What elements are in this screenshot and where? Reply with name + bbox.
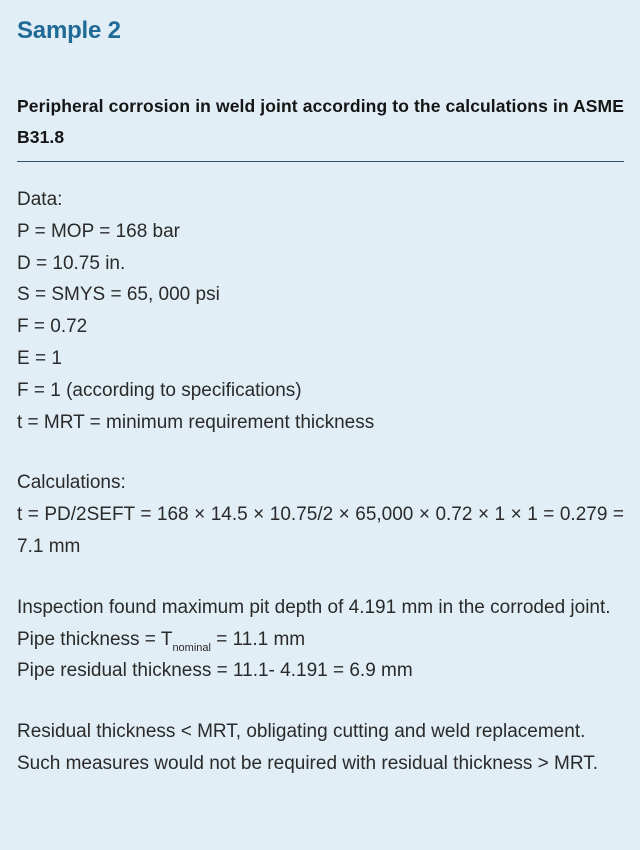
pipe-thickness-suffix: = 11.1 mm bbox=[210, 628, 306, 650]
calculations-label: Calculations: bbox=[17, 472, 126, 494]
data-line-smys: S = SMYS = 65, 000 psi bbox=[17, 284, 220, 306]
data-line-pressure: P = MOP = 168 bar bbox=[17, 220, 181, 242]
data-label: Data: bbox=[17, 189, 63, 210]
data-line-spec-factor: F = 1 (according to specifications) bbox=[17, 379, 302, 401]
pipe-thickness-prefix: Pipe thickness = bbox=[17, 628, 161, 650]
conclusion-section bbox=[17, 716, 624, 780]
conclusion-line-2: Such measures would not be required with residual thickness > MRT. bbox=[17, 752, 599, 774]
conclusion-line-1: Residual thickness < MRT, obligating cutting and weld replacement. bbox=[17, 721, 586, 743]
data-line-joint-factor: E = 1 bbox=[17, 347, 62, 369]
sample-title: Sample 2 bbox=[17, 17, 121, 44]
inspection-text: Inspection found maximum pit depth of 4.191 mm in the corroded joint. bbox=[17, 596, 611, 618]
data-section bbox=[17, 184, 624, 438]
calculations-formula: t = PD/2SEFT = 168 × 14.5 × 10.75/2 × 65,000 × 0.72 × 1 × 1 = 0.279 = 7.1 mm bbox=[17, 504, 624, 557]
data-line-design-factor: F = 0.72 bbox=[17, 316, 88, 338]
pipe-thickness-symbol: T bbox=[160, 628, 173, 650]
pipe-thickness-subscript: nominal bbox=[172, 641, 211, 654]
data-line-diameter: D = 10.75 in. bbox=[17, 252, 126, 274]
calculations-section bbox=[17, 467, 624, 562]
heading-divider bbox=[17, 161, 624, 162]
residual-thickness-line: Pipe residual thickness = 11.1- 4.191 = 6.9 mm bbox=[17, 660, 413, 682]
section-heading: Peripheral corrosion in weld joint according to the calculations in ASME B31.8 bbox=[17, 96, 624, 147]
data-line-mrt: t = MRT = minimum requirement thickness bbox=[17, 411, 375, 433]
pipe-thickness-line bbox=[17, 624, 624, 656]
inspection-section bbox=[17, 592, 624, 687]
